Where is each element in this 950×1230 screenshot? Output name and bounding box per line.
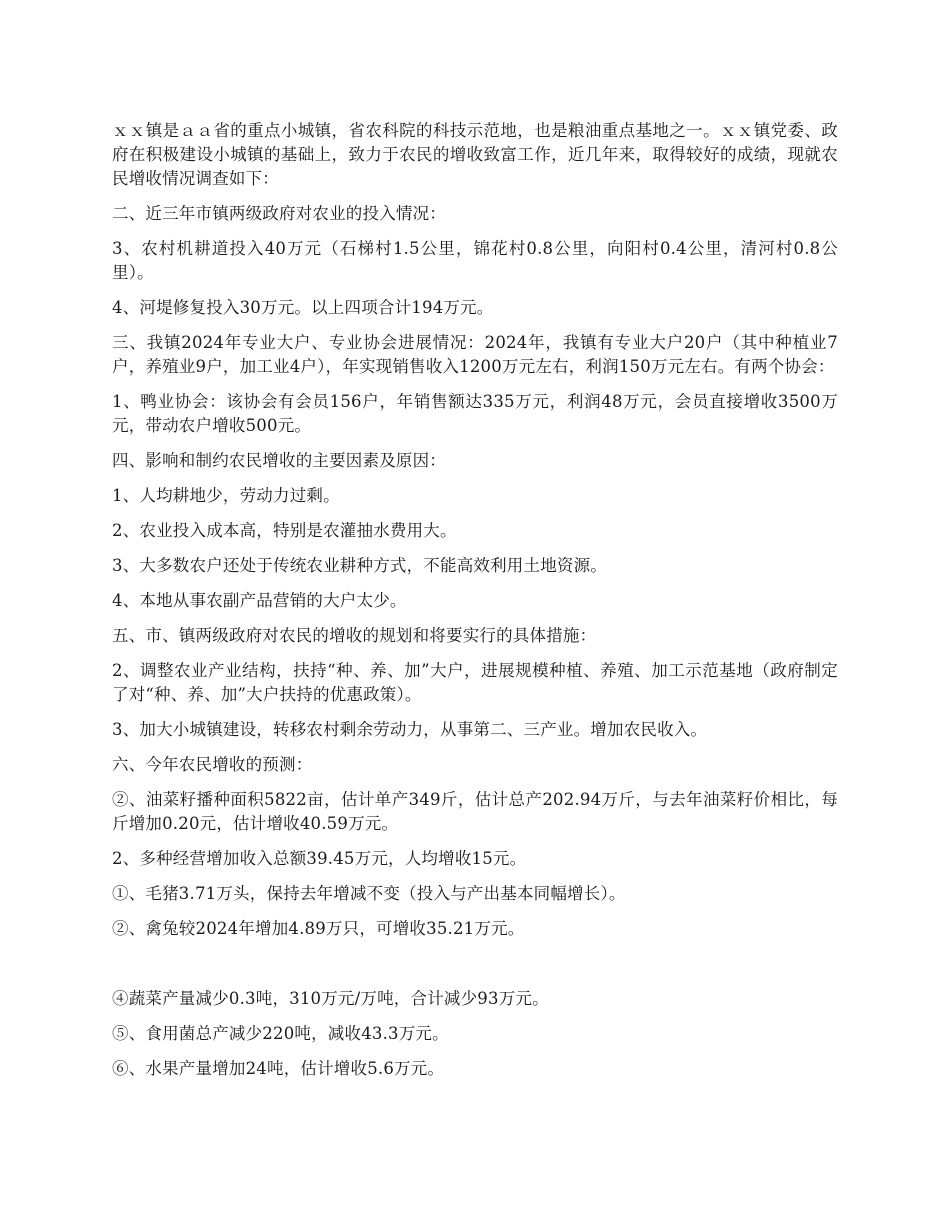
forecast-vegetables: ④蔬菜产量减少0.3吨，310万元/万吨，合计减少93万元。 [112,989,549,1008]
factor-item-3: 3、大多数农户还处于传统农业耕种方式，不能高效利用土地资源。 [112,556,607,575]
section-heading-5: 五、市、镇两级政府对农民的增收的规划和将要实行的具体措施： [112,626,597,645]
forecast-fruit: ⑥、水果产量增加24吨，估计增收5.6万元。 [112,1059,445,1078]
forecast-poultry-rabbits: ②、禽兔较2024年增加4.89万只，可增收35.21万元。 [112,919,525,938]
measure-item-2: 2、调整农业产业结构，扶持“种、养、加”大户，进展规模种植、养殖、加工示范基地（政府制定了对“种、养、加”大户扶持的优惠政策）。 [112,661,838,704]
investment-item-3: 3、农村机耕道投入40万元（石梯村1.5公里，锦花村0.8公里，向阳村0.4公里，清河村0.8公里）。 [112,239,838,282]
factor-item-2: 2、农业投入成本高，特别是农灌抽水费用大。 [112,521,457,540]
section-heading-2: 二、近三年市镇两级政府对农业的投入情况： [112,204,446,223]
blank-gap [112,952,838,987]
investment-item-4: 4、河堤修复投入30万元。以上四项合计194万元。 [112,298,494,317]
forecast-pigs: ①、毛猪3.71万头，保持去年增减不变（投入与产出基本同幅增长）。 [112,884,626,903]
factor-item-4: 4、本地从事农副产品营销的大户太少。 [112,591,407,610]
factor-item-1: 1、人均耕地少，劳动力过剩。 [112,486,340,505]
forecast-mushrooms: ⑤、食用菌总产减少220吨，减收43.3万元。 [112,1024,449,1043]
intro-paragraph: ｘｘ镇是ａａ省的重点小城镇，省农科院的科技示范地，也是粮油重点基地之一。ｘｘ镇党委、政府在积极建设小城镇的基础上，致力于农民的增收致富工作，近几年来，取得较好的成绩，现就农民增收情况调查如下： [112,121,838,188]
section-heading-4: 四、影响和制约农民增收的主要因素及原因： [112,451,446,470]
association-item-1: 1、鸭业协会：该协会有会员156户，年销售额达335万元，利润48万元，会员直接增收3500万元，带动农户增收500元。 [112,392,838,435]
forecast-diversified: 2、多种经营增加收入总额39.45万元，人均增收15元。 [112,849,527,868]
forecast-rapeseed: ②、油菜籽播种面积5822亩，估计单产349斤，估计总产202.94万斤，与去年油菜籽价相比，每斤增加0.20元，估计增收40.59万元。 [112,790,838,833]
section-heading-3: 三、我镇2024年专业大户、专业协会进展情况：2024年，我镇有专业大户20户（其中种植业7户，养殖业9户，加工业4户），年实现销售收入1200万元左右，利润150万元左右。有两个协会： [112,333,838,376]
measure-item-3: 3、加大小城镇建设，转移农村剩余劳动力，从事第二、三产业。增加农民收入。 [112,720,708,739]
section-heading-6: 六、今年农民增收的预测： [112,755,313,774]
